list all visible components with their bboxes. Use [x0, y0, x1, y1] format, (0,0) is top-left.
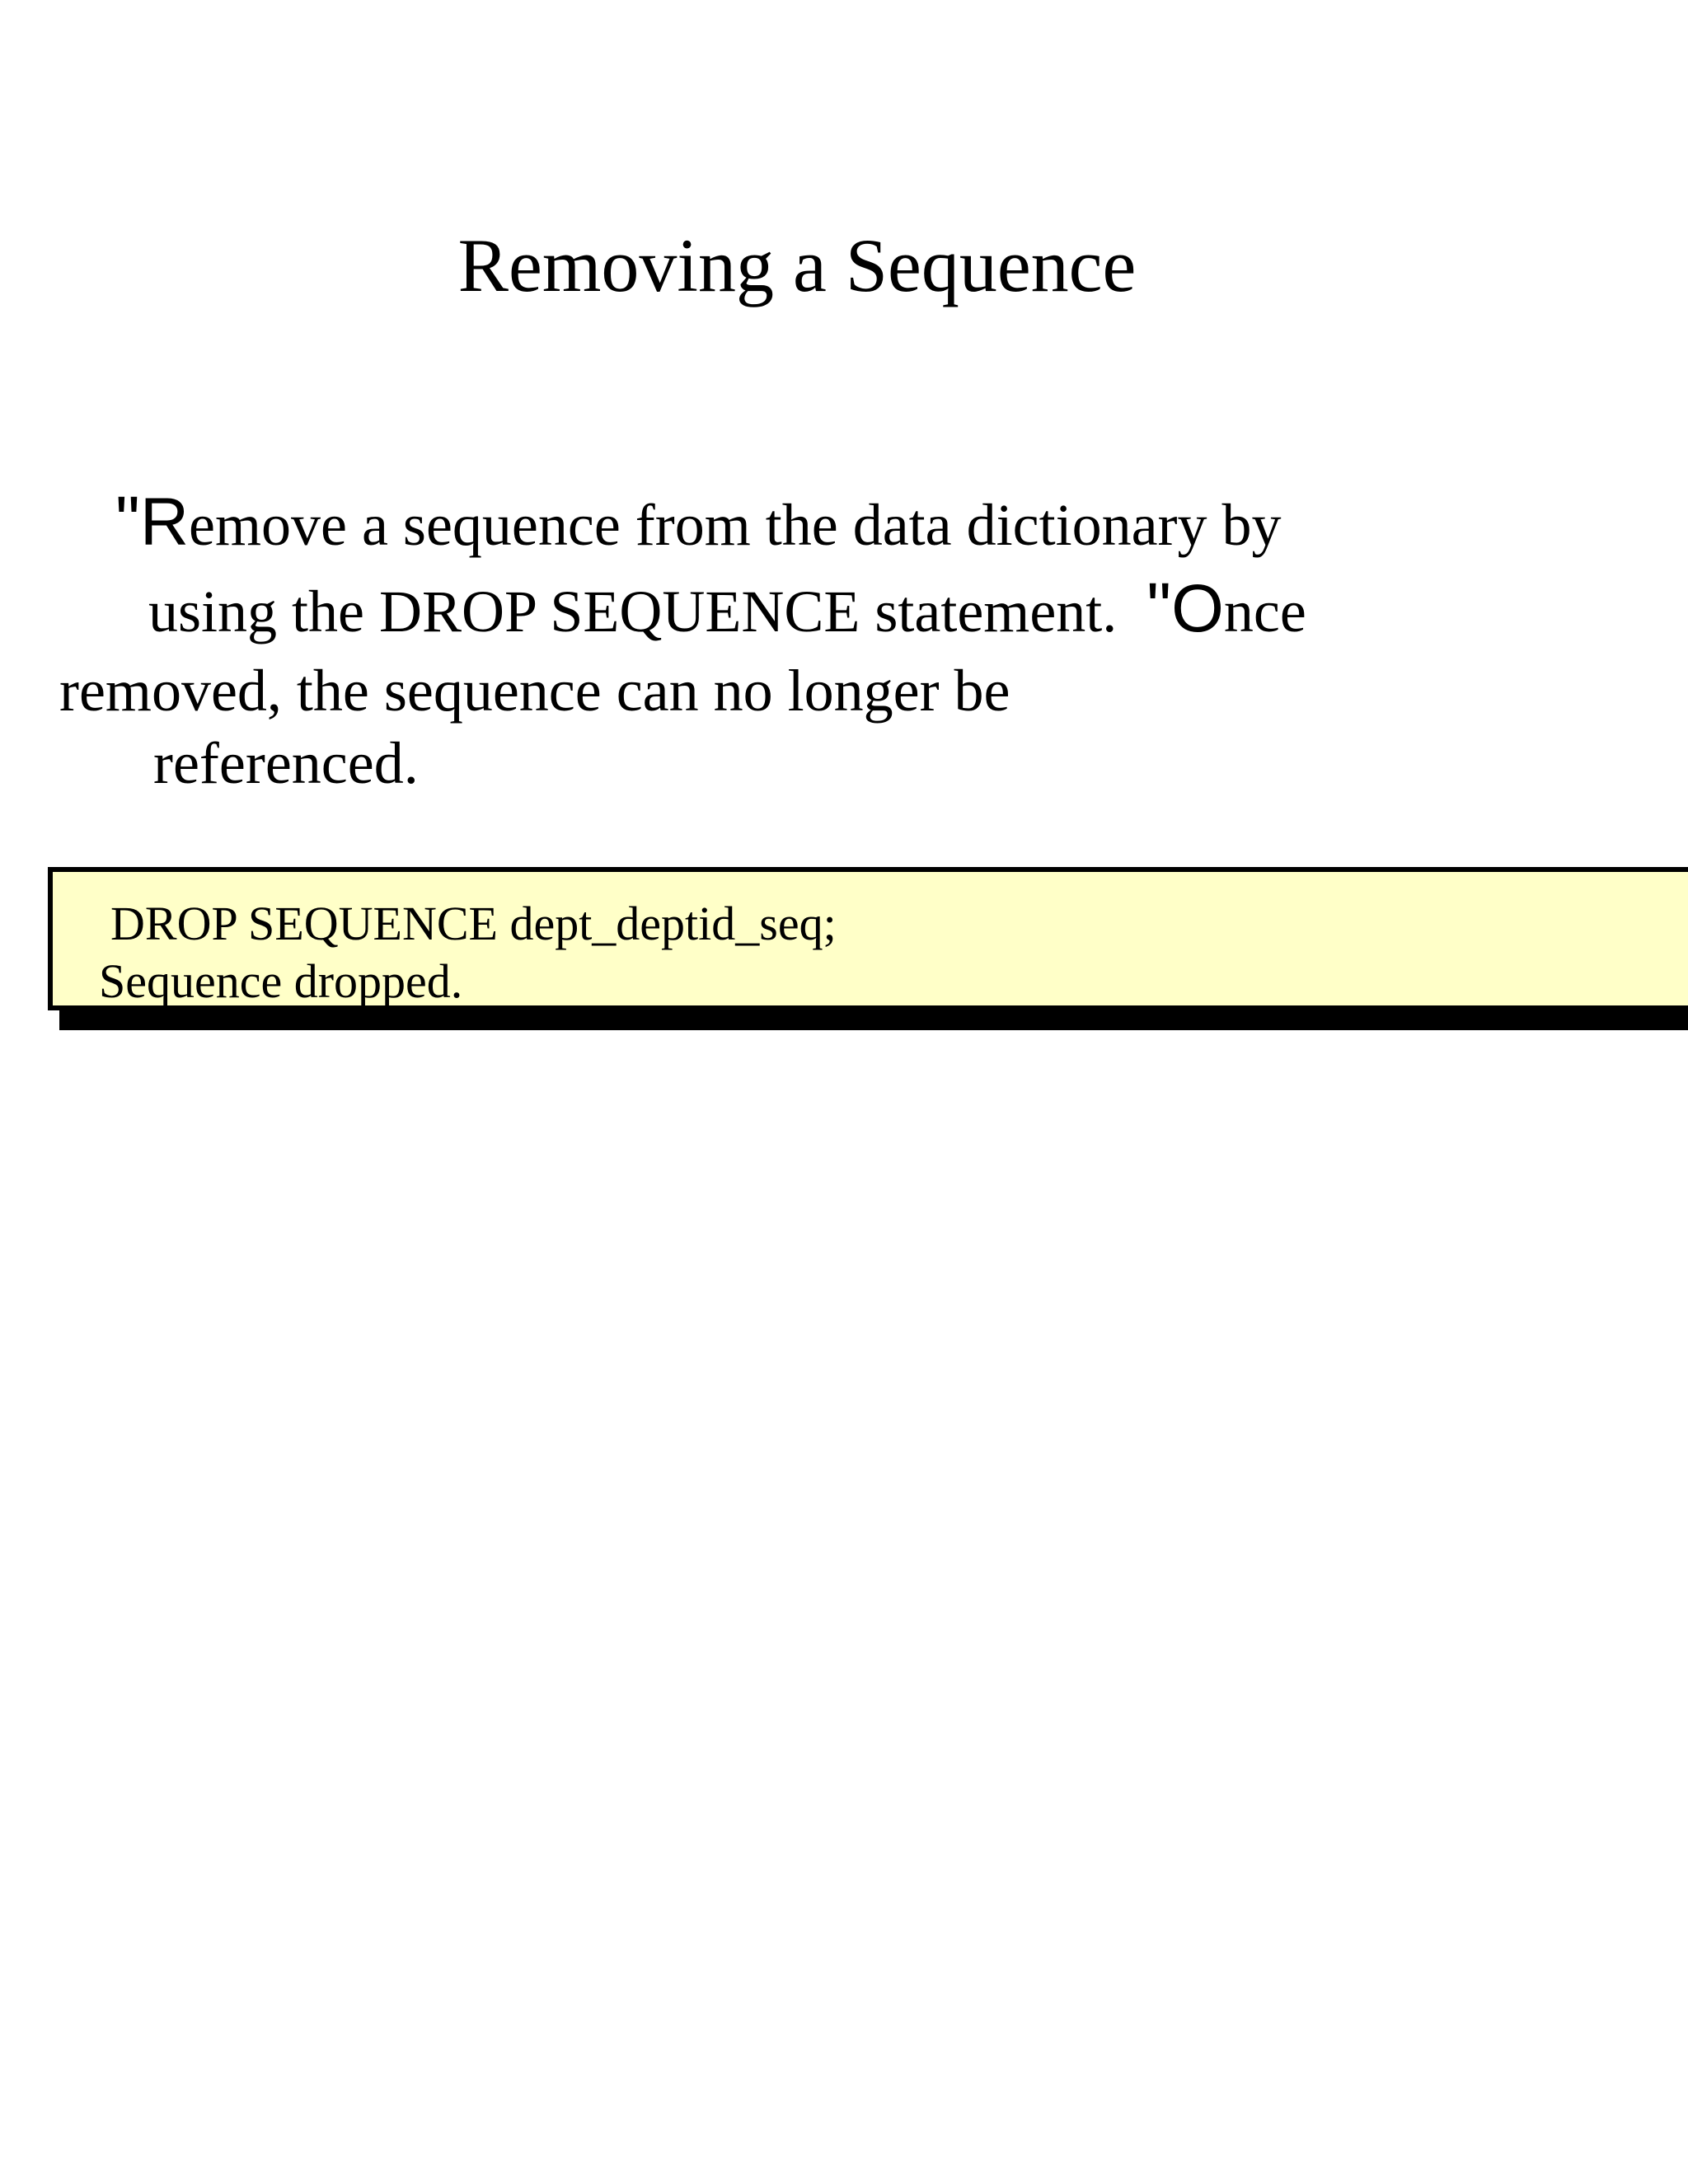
bullet-initial-letter: O: [1171, 571, 1224, 646]
bullet-text: removed, the sequence can no longer be: [59, 658, 1010, 724]
bullet-quote-mark: ": [115, 482, 140, 560]
bullet-text-line-3: [59, 651, 1010, 730]
bullet-text: using the DROP SEQUENCE statement.: [148, 579, 1118, 644]
bullet-text-line-1: [115, 481, 1282, 565]
bullet-initial-letter: R: [139, 485, 190, 560]
bullet-text-line-2: [148, 568, 1306, 651]
bullet-quote-mark: ": [1146, 569, 1172, 646]
code-result: Sequence dropped.: [99, 954, 463, 1008]
bullet-text-line-4: [153, 724, 419, 803]
page-title: Removing a Sequence: [457, 223, 1137, 307]
bullet-text: nce: [1223, 579, 1306, 644]
code-box: [48, 867, 1688, 1010]
bullet-text: referenced.: [153, 730, 419, 796]
bullet-text: emove a sequence from the data dictionary by: [189, 492, 1282, 558]
code-statement: DROP SEQUENCE dept_deptid_seq;: [110, 897, 837, 950]
